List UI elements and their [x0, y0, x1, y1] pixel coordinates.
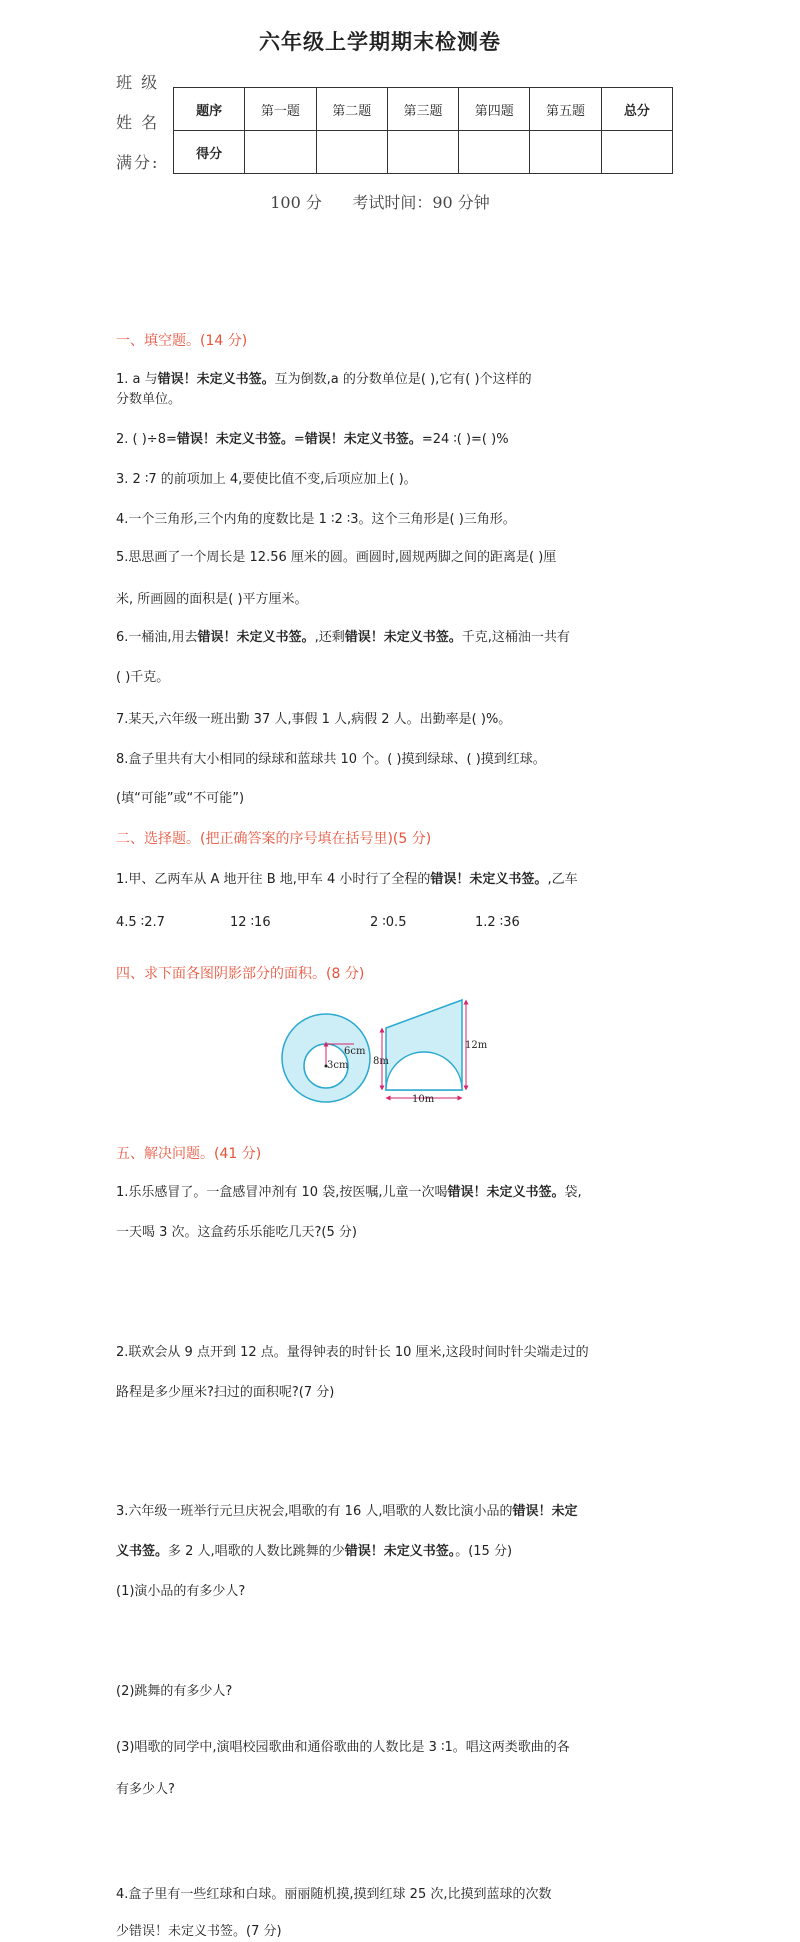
question-1-2: [116, 430, 656, 450]
score-table-cell: 第一题: [245, 88, 316, 131]
q-text: 千克,这桶油一共有: [461, 630, 570, 645]
score-input-cell[interactable]: [245, 131, 316, 174]
question-5-4-cont: 少错误！未定义书签。(7 分): [116, 1924, 282, 1939]
q-error-text: 错误！未定义书签。: [344, 1544, 456, 1559]
section-1-heading: 一、填空题。(14 分): [116, 333, 248, 349]
q-text: 袋,: [564, 1185, 582, 1200]
question-5-4: 4.盒子里有一些红球和白球。丽丽随机摸,摸到红球 25 次,比摸到蓝球的次数: [116, 1887, 552, 1902]
q-text: =24 ∶( )=( )%: [421, 432, 509, 447]
question-5-3-sub-3: (3)唱歌的同学中,演唱校园歌曲和通俗歌曲的人数比是 3 ∶1。唱这两类歌曲的各: [116, 1740, 570, 1755]
q-text: 多 2 人,唱歌的人数比跳舞的少: [168, 1544, 345, 1559]
score-table-cell: 题序: [174, 88, 245, 131]
question-1-6: [116, 628, 656, 648]
option-d: 1.2 ∶36: [475, 915, 520, 930]
section-5-heading: 五、解决问题。(41 分): [116, 1146, 262, 1162]
label-6cm: 6cm: [344, 1046, 366, 1057]
name-label: 姓 名: [116, 113, 160, 132]
q-text: ,还剩: [314, 630, 345, 645]
score-input-cell[interactable]: [601, 131, 672, 174]
question-5-3-sub-3-cont: 有多少人?: [116, 1782, 175, 1797]
question-5-3: [116, 1502, 656, 1522]
q-text: 1. a 与: [116, 372, 158, 387]
score-table-cell: 第三题: [387, 88, 458, 131]
question-1-6-cont: ( )千克。: [116, 670, 170, 685]
question-1-8: 8.盒子里共有大小相同的绿球和蓝球共 10 个。( )摸到绿球、( )摸到红球。: [116, 752, 546, 767]
shaded-area-figure: [272, 998, 488, 1108]
question-5-3-cont: [116, 1542, 656, 1562]
q-error-text: 错误！未定义书签。: [197, 630, 315, 645]
label-3cm: 3cm: [327, 1060, 349, 1071]
q-error-text: 错误！未定义书签。: [430, 872, 548, 887]
question-5-1: [116, 1183, 656, 1203]
page-title: 六年级上学期期末检测卷: [259, 29, 501, 54]
q-text: 1.甲、乙两车从 A 地开往 B 地,甲车 4 小时行了全程的: [116, 872, 431, 887]
option-b: 12 ∶16: [230, 915, 271, 930]
exam-meta: 100 分 考试时间：90 分钟: [270, 193, 490, 212]
question-1-4: 4.一个三角形,三个内角的度数比是 1 ∶2 ∶3。这个三角形是( )三角形。: [116, 512, 516, 527]
q-text: 2. ( )÷8=: [116, 432, 177, 447]
q-error-text: 错误！未定: [512, 1504, 578, 1519]
question-5-3-sub-1: (1)演小品的有多少人?: [116, 1584, 246, 1599]
score-input-cell[interactable]: [387, 131, 458, 174]
question-5-3-sub-2: (2)跳舞的有多少人?: [116, 1684, 233, 1699]
q-error-text: 错误！未定义书签。: [344, 630, 462, 645]
score-table: [173, 87, 673, 174]
q-text: 分数单位。: [116, 392, 182, 407]
question-1-8-cont: (填“可能”或“不可能”): [116, 791, 245, 806]
option-c: 2 ∶0.5: [370, 915, 407, 930]
score-table-cell: 总分: [601, 88, 672, 131]
score-input-cell[interactable]: [459, 131, 530, 174]
question-5-2: 2.联欢会从 9 点开到 12 点。量得钟表的时针长 10 厘米,这段时间时针尖端走过的: [116, 1345, 589, 1360]
question-1-5: [116, 548, 656, 568]
score-input-cell[interactable]: [530, 131, 601, 174]
score-table-header-row: [174, 88, 673, 131]
q-error-text: 错误！未定义书签。: [176, 432, 294, 447]
class-label: 班 级: [116, 73, 160, 92]
question-1-3: 3. 2 ∶7 的前项加上 4,要使比值不变,后项应加上( )。: [116, 472, 417, 487]
score-table-cell: 第五题: [530, 88, 601, 131]
q-text: 6.一桶油,用去: [116, 630, 198, 645]
q-text: 3.六年级一班举行元旦庆祝会,唱歌的有 16 人,唱歌的人数比演小品的: [116, 1504, 513, 1519]
label-8m: 8m: [373, 1056, 389, 1067]
q-text: 1.乐乐感冒了。一盒感冒冲剂有 10 袋,按医嘱,儿童一次喝: [116, 1185, 448, 1200]
score-table-score-row: [174, 131, 673, 174]
question-5-1-cont: 一天喝 3 次。这盒药乐乐能吃几天?(5 分): [116, 1225, 357, 1240]
q-text: 互为倒数,a 的分数单位是( ),它有( )个这样的: [274, 372, 532, 387]
label-12m: 12m: [465, 1040, 488, 1051]
question-1-7: 7.某天,六年级一班出勤 37 人,事假 1 人,病假 2 人。出勤率是( )%。: [116, 712, 512, 727]
q-text: =: [293, 432, 305, 447]
q-text: ,乙车: [547, 872, 578, 887]
q-text: 5.思思画了一个周长是 12.56 厘米的圆。画圆时,圆规两脚之间的距离是( )厘: [116, 550, 557, 565]
section-2-heading: 二、选择题。(把正确答案的序号填在括号里)(5 分): [116, 831, 432, 847]
score-table-cell: 第二题: [316, 88, 387, 131]
trapezoid-figure: [373, 1000, 488, 1105]
question-2-1: [116, 870, 656, 890]
q-error-text: 错误！未定义书签。: [447, 1185, 565, 1200]
section-4-heading: 四、求下面各图阴影部分的面积。(8 分): [116, 966, 365, 982]
full-score-label: 满分:: [116, 153, 160, 172]
score-table-cell: 得分: [174, 131, 245, 174]
q-error-text: 错误！未定义书签。: [304, 432, 422, 447]
question-5-2-cont: 路程是多少厘米?扫过的面积呢?(7 分): [116, 1385, 335, 1400]
q-error-text: 义书签。: [116, 1544, 169, 1559]
q-text: 。(15 分): [455, 1544, 513, 1559]
annulus-figure: [282, 1014, 370, 1102]
q-error-text: 错误！未定义书签。: [157, 372, 275, 387]
question-1-5-cont: 米, 所画圆的面积是( )平方厘米。: [116, 592, 308, 607]
score-table-cell: 第四题: [459, 88, 530, 131]
question-1-1: [116, 370, 656, 410]
label-10m: 10m: [412, 1094, 435, 1105]
score-input-cell[interactable]: [316, 131, 387, 174]
option-a: 4.5 ∶2.7: [116, 915, 165, 930]
